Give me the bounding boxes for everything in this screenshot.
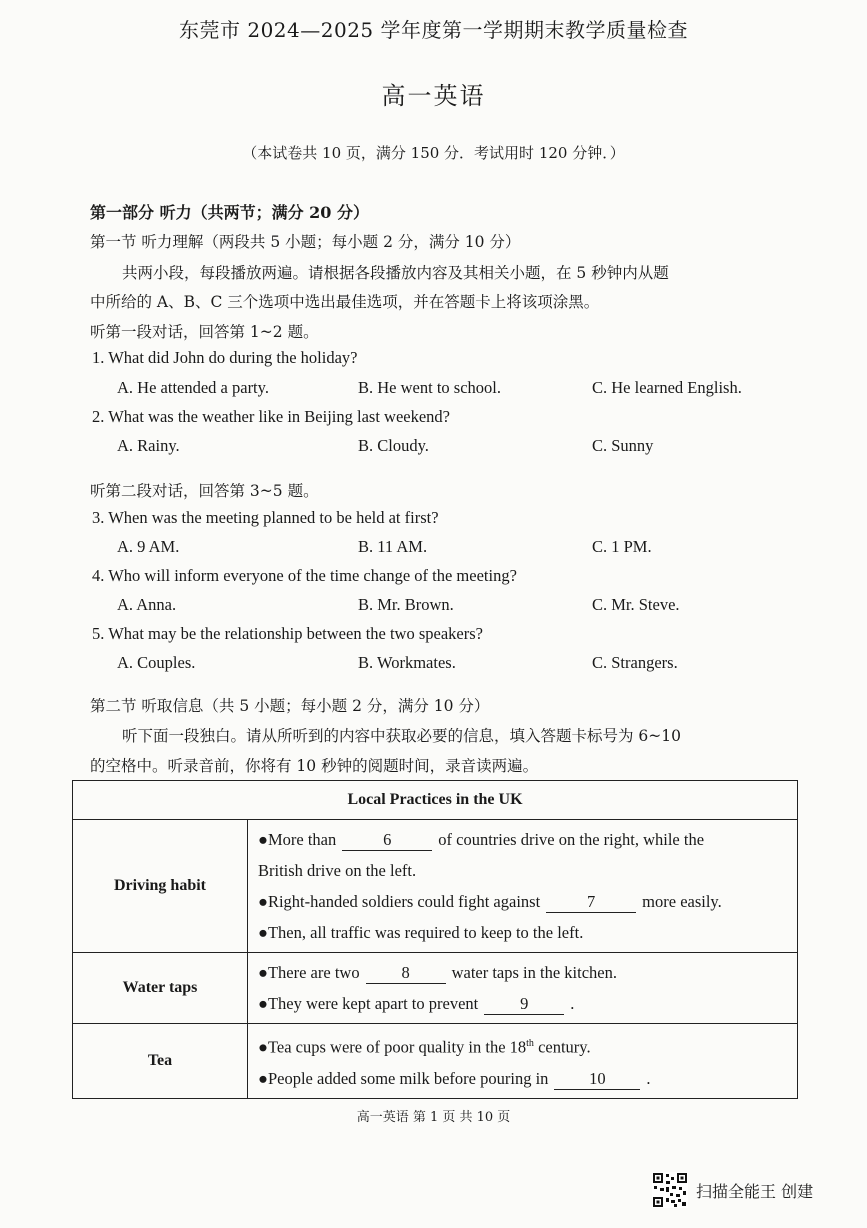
section2-instructions-1: 听下面一段独白。请从所听到的内容中获取必要的信息，填入答题卡标号为 6~10 (122, 727, 682, 745)
q5-option-b: B. Workmates. (358, 653, 456, 672)
blank-8: 8 (366, 963, 446, 984)
category-tea: Tea (73, 1024, 248, 1099)
q1-option-a: A. He attended a party. (117, 378, 269, 397)
tea-text-sup: th (526, 1038, 534, 1049)
q3-option-b: B. 11 AM. (358, 537, 428, 556)
tea-text-2b: . (646, 1068, 651, 1088)
subject-title: 高一英语 (381, 82, 486, 110)
driving-text-1c: British drive on the left. (258, 861, 417, 880)
watermark-text: 扫描全能王 创建 (696, 1181, 814, 1201)
part1-title: 第一部分 听力（共两节；满分 20 分） (90, 203, 369, 222)
blank-6: 6 (342, 830, 432, 851)
question-1: 1. What did John do during the holiday? (92, 348, 358, 367)
blank-9: 9 (484, 994, 564, 1015)
q5-option-c: C. Strangers. (592, 653, 678, 672)
section1-title: 第一节 听力理解（两段共 5 小题；每小题 2 分，满分 10 分） (90, 233, 521, 251)
blank-7: 7 (546, 892, 636, 913)
q1-option-c: C. He learned English. (592, 378, 742, 397)
q2-option-c: C. Sunny (592, 436, 654, 455)
dialogue2-intro: 听第二段对话，回答第 3~5 题。 (90, 482, 319, 500)
q2-option-a: A. Rainy. (117, 436, 180, 455)
question-5: 5. What may be the relationship between the two speakers? (92, 624, 483, 643)
driving-content (248, 820, 798, 953)
question-2: 2. What was the weather like in Beijing last weekend? (92, 407, 450, 426)
table-title: Local Practices in the UK (73, 781, 798, 820)
section1-instructions-1: 共两小段，每段播放两遍。请根据各段播放内容及其相关小题，在 5 秒钟内从题 (122, 264, 669, 282)
driving-text-3: ●Then, all traffic was required to keep to the left. (258, 923, 584, 942)
water-text-1b: water taps in the kitchen. (451, 963, 617, 982)
qr-code-icon (652, 1172, 688, 1208)
question-3: 3. When was the meeting planned to be held at first? (92, 508, 439, 527)
q3-option-c: C. 1 PM. (592, 537, 652, 556)
q2-option-b: B. Cloudy. (358, 436, 429, 455)
tea-text-1b: century. (538, 1037, 591, 1057)
blank-10: 10 (554, 1069, 640, 1090)
tea-content (248, 1024, 798, 1099)
driving-text-2: ●Right-handed soldiers could fight against (258, 892, 541, 911)
q4-option-c: C. Mr. Steve. (592, 595, 680, 614)
q3-option-a: A. 9 AM. (117, 537, 180, 556)
page-footer: 高一英语 第 1 页 共 10 页 (356, 1110, 511, 1125)
category-driving: Driving habit (73, 820, 248, 953)
practices-table (72, 780, 798, 1099)
driving-text-1: ●More than (258, 830, 337, 849)
section2-instructions-2: 的空格中。听录音前，你将有 10 秒钟的阅题时间，录音读两遍。 (90, 757, 539, 775)
exam-info: （本试卷共 10 页，满分 150 分．考试用时 120 分钟．） (242, 144, 625, 162)
scanner-watermark (652, 1172, 813, 1208)
dialogue1-intro: 听第一段对话，回答第 1~2 题。 (90, 323, 319, 341)
water-text-2: ●They were kept apart to prevent (258, 994, 479, 1013)
q5-option-a: A. Couples. (117, 653, 196, 672)
exam-title: 东莞市 2024—2025 学年度第一学期期末教学质量检查 (178, 18, 688, 42)
driving-text-1b: of countries drive on the right, while the (438, 830, 705, 849)
water-text-1: ●There are two (258, 963, 360, 982)
tea-text-1: ●Tea cups were of poor quality in the 18 (258, 1037, 527, 1057)
q1-option-b: B. He went to school. (358, 378, 501, 397)
water-text-2b: . (570, 994, 575, 1013)
q4-option-b: B. Mr. Brown. (358, 595, 454, 614)
water-content (248, 953, 798, 1024)
tea-text-2: ●People added some milk before pouring in (258, 1068, 549, 1088)
category-water: Water taps (73, 953, 248, 1024)
question-4: 4. Who will inform everyone of the time change of the meeting? (92, 566, 517, 585)
q4-option-a: A. Anna. (117, 595, 177, 614)
section1-instructions-2: 中所给的 A、B、C 三个选项中选出最佳选项，并在答题卡上将该项涂黑。 (90, 293, 600, 311)
section2-title: 第二节 听取信息（共 5 小题；每小题 2 分，满分 10 分） (90, 697, 490, 715)
driving-text-2b: more easily. (642, 892, 722, 911)
